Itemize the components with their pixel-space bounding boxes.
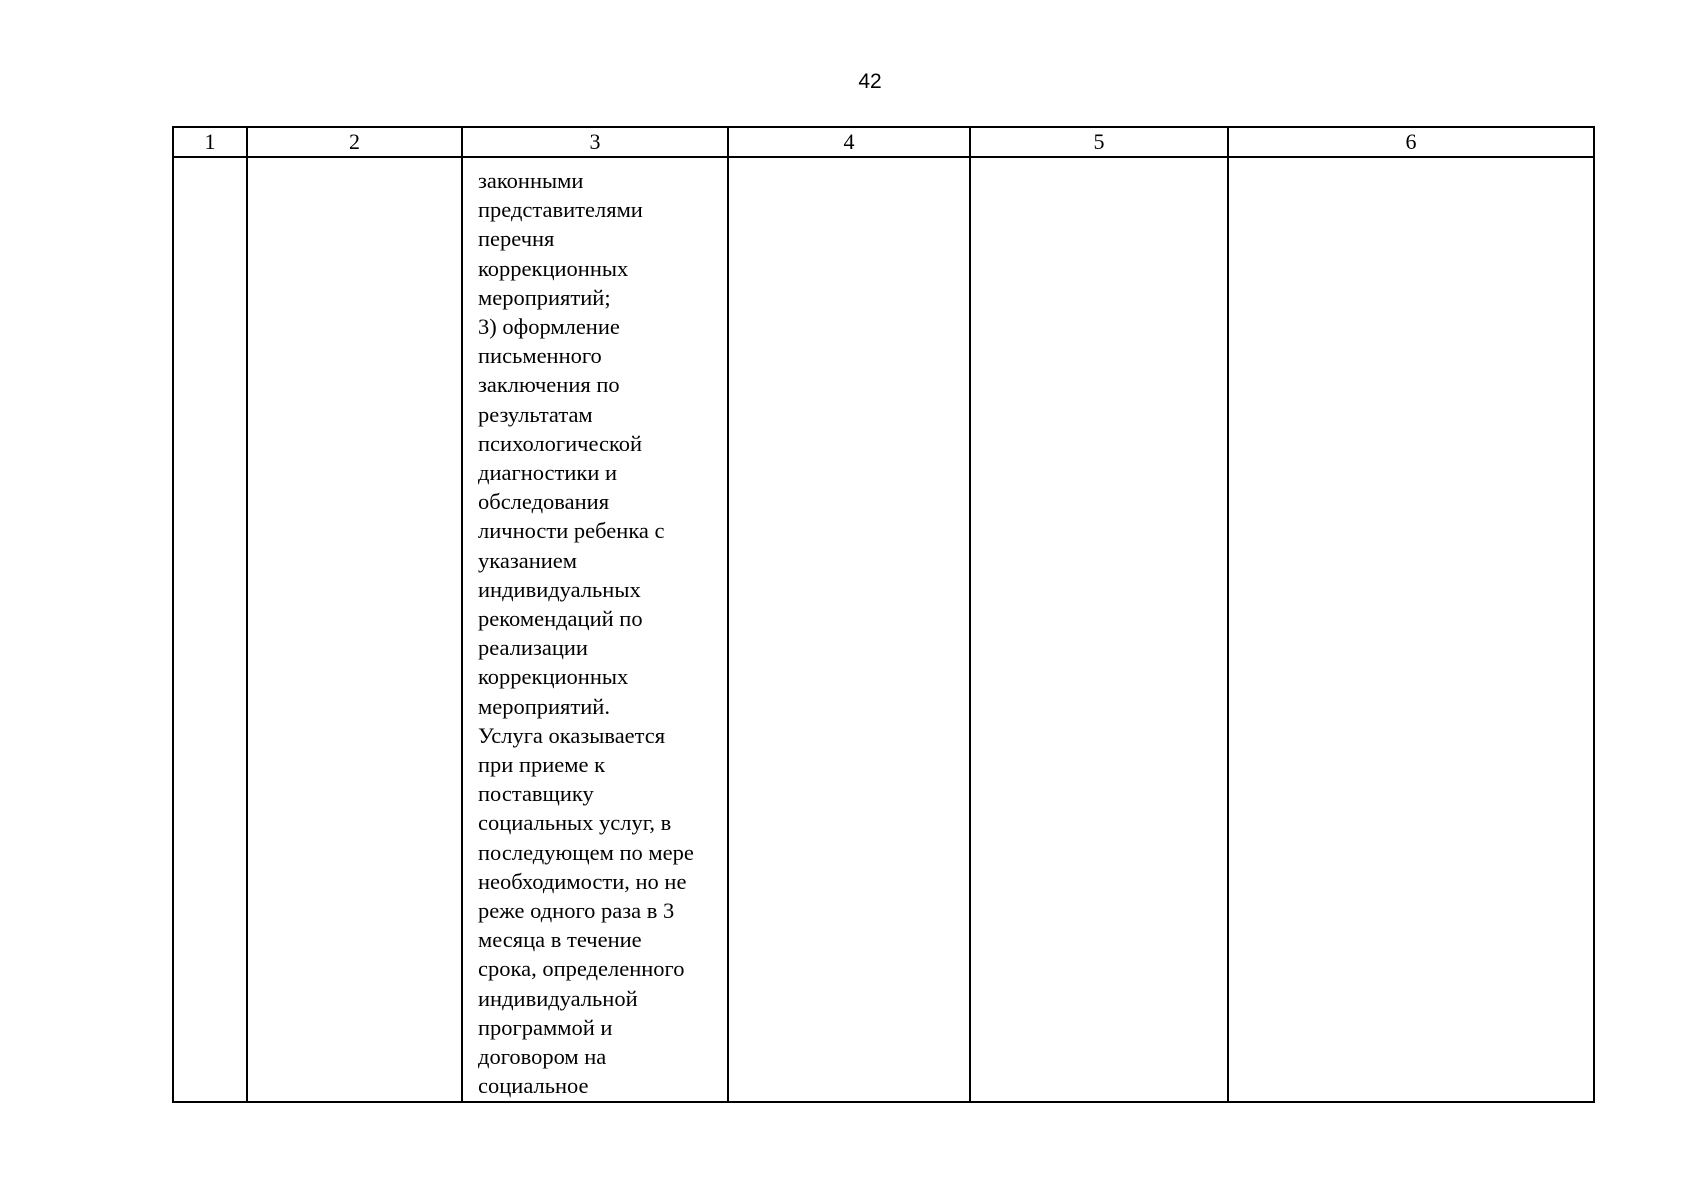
cell-text-line: мероприятий. <box>478 693 610 719</box>
cell-text-line: Услуга оказывается <box>478 722 666 748</box>
cell-text-line: мероприятий; <box>478 284 611 310</box>
services-table <box>172 126 1595 1103</box>
table-cell-col3 <box>462 157 728 1102</box>
cell-text-line: психологической <box>478 430 643 456</box>
table-cell-col5 <box>970 157 1228 1102</box>
cell-text-line: диагностики и <box>478 460 618 486</box>
cell-text-line: заключения по <box>478 372 620 398</box>
cell-text-line: коррекционных <box>478 255 629 281</box>
cell-text-line: 3) оформление <box>478 314 620 340</box>
column-header-5: 5 <box>970 127 1228 157</box>
cell-text-line: срока, определенного <box>478 956 685 982</box>
table-cell-col1 <box>173 157 247 1102</box>
cell-text-line: обследования <box>478 489 610 515</box>
column-header-3: 3 <box>462 127 728 157</box>
cell-text-line: реализации <box>478 635 588 661</box>
cell-text-line: указанием <box>478 547 578 573</box>
cell-text-line: при приеме к <box>478 752 606 778</box>
cell-text-line: индивидуальной <box>478 985 638 1011</box>
cell-text-line: реже одного раза в 3 <box>478 898 675 924</box>
cell-text-line: социальных услуг, в <box>478 810 672 836</box>
cell-text-line: личности ребенка с <box>478 518 665 544</box>
cell-text-line: коррекционных <box>478 664 629 690</box>
cell-text-line: перечня <box>478 226 555 252</box>
cell-text-line: социальное <box>478 1073 589 1099</box>
cell-text-line: договором на <box>478 1044 607 1070</box>
column-header-2: 2 <box>247 127 462 157</box>
table-cell-col2 <box>247 157 462 1102</box>
cell-text-line: программой и <box>478 1014 613 1040</box>
cell-text-line: результатам <box>478 401 593 427</box>
cell-text-line: рекомендаций по <box>478 606 643 632</box>
table-cell-col6 <box>1228 157 1594 1102</box>
service-description-text <box>463 158 727 1101</box>
cell-text-line: необходимости, но не <box>478 868 687 894</box>
cell-text-line: месяца в течение <box>478 927 642 953</box>
column-header-1: 1 <box>173 127 247 157</box>
table-row <box>173 157 1594 1102</box>
cell-text-line: индивидуальных <box>478 576 641 602</box>
page-number: 42 <box>858 70 882 93</box>
table-cell-col4 <box>728 157 970 1102</box>
cell-text-line: представителями <box>478 197 643 223</box>
cell-text-line: последующем по мере <box>478 839 694 865</box>
cell-text-line: письменного <box>478 343 602 369</box>
column-header-4: 4 <box>728 127 970 157</box>
table-header-row <box>173 127 1594 157</box>
cell-text-line: поставщику <box>478 781 594 807</box>
column-header-6: 6 <box>1228 127 1594 157</box>
cell-text-line: законными <box>478 168 584 193</box>
